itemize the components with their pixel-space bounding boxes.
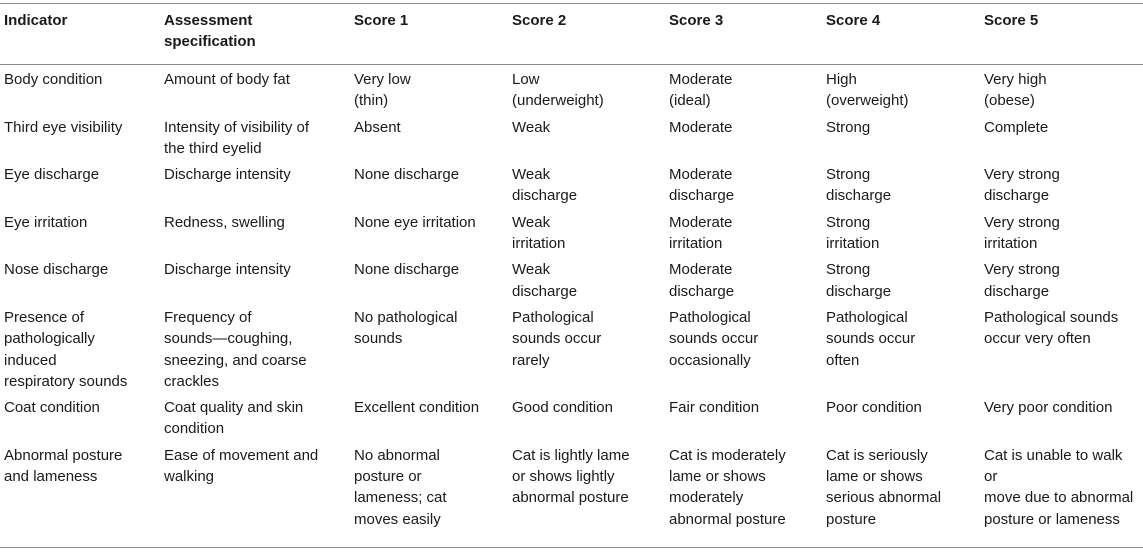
table-cell: Pathological sounds occur occasionally <box>669 308 759 369</box>
table-row <box>0 117 1143 165</box>
table-cell: Third eye visibility <box>4 118 123 136</box>
table-cell: Presence of pathologically induced respiratory sounds <box>4 308 128 390</box>
column-header-score-4: Score 4 <box>826 12 881 29</box>
table-cell: Coat quality and skin condition <box>164 399 304 438</box>
table-cell: Cat is unable to walk or move due to abnormal posture or lameness <box>984 446 1134 528</box>
table-cell: Strong discharge <box>826 166 892 205</box>
table-row <box>0 58 1143 117</box>
table-cell: Strong <box>826 118 871 136</box>
table-cell: Fair condition <box>669 399 760 417</box>
table-cell: Discharge intensity <box>164 166 291 184</box>
table-cell: Pathological sounds occur rarely <box>512 308 602 369</box>
table-cell: Frequency of sounds—coughing, sneezing, and coarse crackles <box>164 308 307 390</box>
table-cell: Body condition <box>4 71 103 88</box>
scoring-table <box>0 4 1143 535</box>
table-cell: Weak <box>512 118 551 136</box>
table-cell: No pathological sounds <box>354 308 458 348</box>
table-row <box>0 259 1143 307</box>
table-cell: Coat condition <box>4 399 100 417</box>
table-header <box>0 4 1143 58</box>
column-header-indicator: Indicator <box>4 12 68 29</box>
header-row <box>0 4 1143 58</box>
table-cell: Moderate <box>669 118 733 136</box>
table-cell: Cat is moderately lame or shows moderately abnormal posture <box>669 446 786 528</box>
table-row <box>0 445 1143 535</box>
table-cell: None discharge <box>354 261 460 279</box>
table-cell: Excellent condition <box>354 399 480 417</box>
table-cell: Amount of body fat <box>164 71 290 88</box>
column-header-assessment-specification: Assessment specification <box>164 12 256 51</box>
table-cell: Pathological sounds occur often <box>826 308 916 369</box>
table-cell: Low (underweight) <box>512 71 604 110</box>
table-cell: Nose discharge <box>4 261 109 279</box>
table-cell: Intensity of visibility of the third eyelid <box>164 118 310 157</box>
table-body <box>0 58 1143 535</box>
table-cell: Eye discharge <box>4 166 100 184</box>
table-cell: Redness, swelling <box>164 213 285 231</box>
table-cell: None discharge <box>354 166 460 184</box>
table-cell: Cat is lightly lame or shows lightly abnormal posture <box>512 446 630 507</box>
table-cell: Ease of movement and walking <box>164 446 319 486</box>
table-cell: Moderate discharge <box>669 166 735 205</box>
table-cell: Strong discharge <box>826 261 892 300</box>
table-cell: Pathological sounds occur very often <box>984 308 1119 348</box>
table-cell: Weak discharge <box>512 166 578 205</box>
column-header-score-5: Score 5 <box>984 12 1039 29</box>
table-cell: Weak discharge <box>512 261 578 300</box>
table-cell: Very poor condition <box>984 399 1113 417</box>
table-cell: Eye irritation <box>4 213 88 231</box>
table-cell: Very strong discharge <box>984 166 1060 205</box>
table-cell: Poor condition <box>826 399 922 417</box>
table-cell: High (overweight) <box>826 71 909 110</box>
table-bottom-rule <box>0 547 1143 548</box>
table-row <box>0 397 1143 445</box>
column-header-score-3: Score 3 <box>669 12 724 29</box>
table-row <box>0 164 1143 212</box>
table-cell: Very strong discharge <box>984 261 1060 300</box>
table-cell: Abnormal posture and lameness <box>4 446 123 486</box>
table-cell: Good condition <box>512 399 613 417</box>
table-cell: Absent <box>354 118 401 136</box>
table-cell: Moderate irritation <box>669 213 733 253</box>
table-cell: Moderate (ideal) <box>669 71 733 110</box>
column-header-score-1: Score 1 <box>354 12 409 29</box>
table-cell: Complete <box>984 118 1049 136</box>
table-cell: Moderate discharge <box>669 261 735 300</box>
table-cell: Discharge intensity <box>164 261 291 279</box>
table-cell: No abnormal posture or lameness; cat moves easily <box>354 446 447 528</box>
table-cell: Very strong irritation <box>984 213 1060 253</box>
table-cell: Strong irritation <box>826 213 880 253</box>
table-cell: None eye irritation <box>354 213 476 231</box>
table-row <box>0 212 1143 260</box>
column-header-score-2: Score 2 <box>512 12 567 29</box>
table-cell: Weak irritation <box>512 213 566 253</box>
table-cell: Very high (obese) <box>984 71 1047 110</box>
table-cell: Very low (thin) <box>354 71 411 110</box>
table-row <box>0 307 1143 397</box>
table-cell: Cat is seriously lame or shows serious abnormal posture <box>826 446 942 528</box>
